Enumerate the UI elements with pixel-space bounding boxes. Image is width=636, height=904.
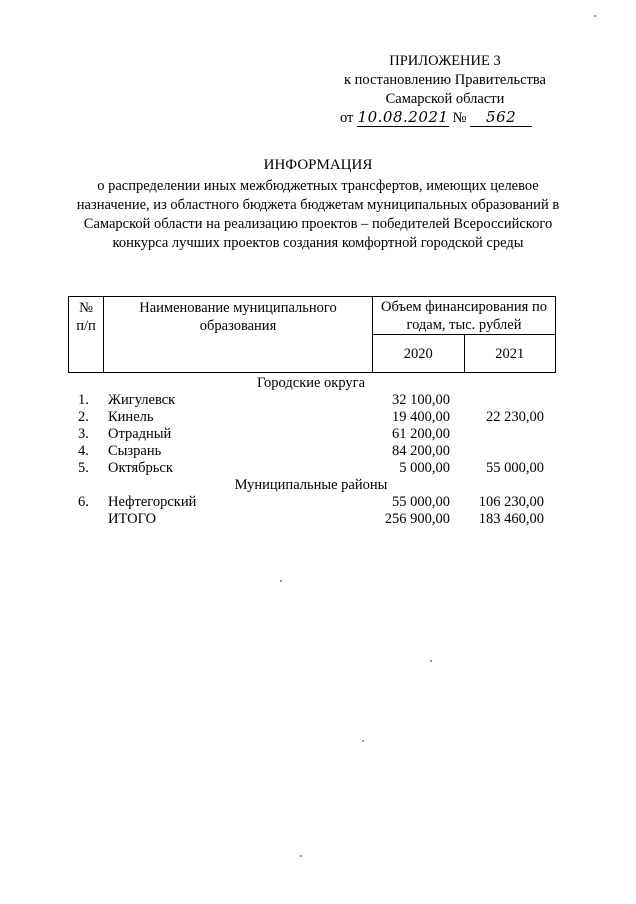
number-sign: № [452, 110, 467, 126]
table-row: 3. Отрадный 61 200,00 [78, 426, 450, 442]
table-row: 6. Нефтегорский 55 000,00 106 230,00 [78, 494, 544, 510]
appendix-title: ПРИЛОЖЕНИЕ 3 [389, 53, 501, 69]
table-row: 2. Кинель 19 400,00 22 230,00 [78, 409, 544, 425]
table-header [68, 296, 556, 373]
header-year-2020: 2020 [373, 335, 465, 373]
date-prefix: от [340, 110, 354, 126]
section-title: Городские округа [256, 375, 366, 391]
table-row: 5. Октябрьск 5 000,00 55 000,00 [78, 460, 544, 476]
table-body [68, 375, 554, 528]
scan-speck [430, 660, 432, 662]
scan-speck [300, 855, 302, 857]
table-row: 1. Жигулевск 32 100,00 [78, 392, 450, 408]
decree-number: 562 [470, 109, 532, 127]
scan-speck [362, 740, 364, 742]
header-name: Наименование муниципального образования [104, 297, 373, 373]
appendix-line-decree: к постановлению Правительства [344, 72, 546, 88]
appendix-line-region: Самарской области [385, 91, 505, 107]
scan-speck [280, 580, 282, 582]
table-row: 4. Сызрань 84 200,00 [78, 443, 450, 459]
appendix-date-line [340, 109, 560, 128]
header-number: № п/п [69, 297, 104, 373]
document-title: ИНФОРМАЦИЯ [263, 157, 373, 173]
total-row: ИТОГО 256 900,00 183 460,00 [108, 511, 544, 527]
section-title: Муниципальные районы [234, 477, 388, 493]
scan-speck [594, 15, 596, 17]
decree-date: 10.08.2021 [357, 108, 449, 126]
header-funding: Объем финансирования по годам, тыс. рублей [373, 297, 556, 335]
header-year-2021: 2021 [464, 335, 556, 373]
document-subtitle: о распределении иных межбюджетных трансфертов, имеющих целевое назначение, из областного бюджета бюджетам муниципальных образований в Самарской области на реализацию проектов – победителей Всероссийского конкурса лучших проектов создания комфортной городской среды [76, 178, 560, 251]
